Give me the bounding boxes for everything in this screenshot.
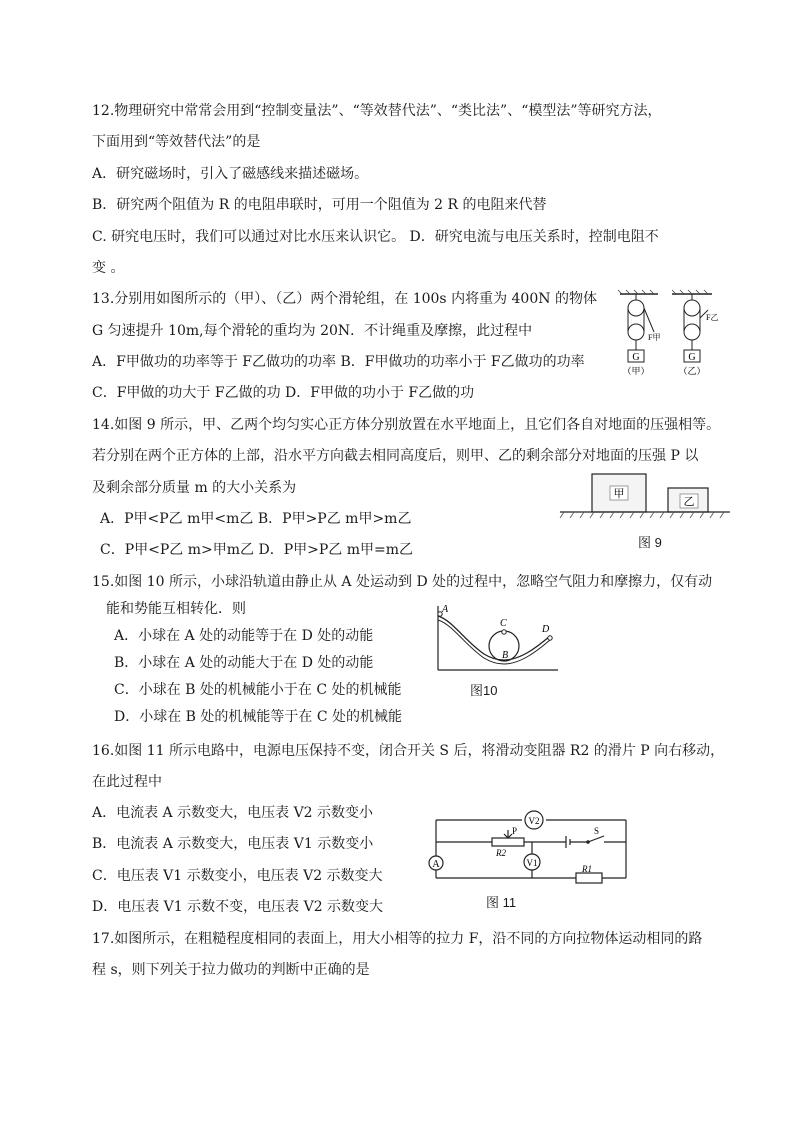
ammeter-label: A [432, 859, 440, 870]
voltmeter-v1-label: V1 [526, 858, 538, 868]
figure-11-circuit [420, 810, 632, 888]
resistor-label: R1 [582, 864, 592, 874]
track-point-a: A [442, 604, 449, 615]
q12-stem-line-2: 下面用到“等效替代法”的是 [92, 134, 261, 150]
pulley-figure [614, 288, 718, 380]
q15-stem-line-1: 15.如图 10 所示，小球沿轨道由静止从 A 处运动到 D 处的过程中，忽略空气阻力和摩擦力，仅有动 [92, 574, 713, 590]
q16-option-b: B．电流表 A 示数变大，电压表 V1 示数变小 [92, 836, 374, 852]
q13-option-c-d: C．F甲做的功大于 F乙做的功 D．F甲做的功小于 F乙做的功 [92, 385, 475, 401]
track-point-c: C [500, 618, 507, 629]
cube-a-label: 甲 [613, 488, 625, 500]
q17-stem-line-2: 程 s，则下列关于拉力做功的判断中正确的是 [92, 962, 370, 978]
pulley-right-caption: （乙） [678, 366, 706, 376]
figure-10-track [432, 602, 562, 674]
q15-option-a: A．小球在 A 处的动能等于在 D 处的动能 [114, 628, 374, 644]
q16-stem-line-1: 16.如图 11 所示电路中，电源电压保持不变，闭合开关 S 后，将滑动变阻器 R2 的滑片 P 向右移动， [92, 743, 725, 759]
q13-stem-line-1: 13.分别用如图所示的（甲）、（乙）两个滑轮组，在 100s 内将重为 400N 的物体 [92, 291, 597, 307]
q14-stem-line-1: 14.如图 9 所示，甲、乙两个均匀实心正方体分别放置在水平地面上，且它们各自对地面的压强相等。 [92, 417, 721, 433]
q12-option-b: B．研究两个阻值为 R 的电阻串联时，可用一个阻值为 2 R 的电阻来代替 [92, 197, 547, 213]
q15-option-c: C．小球在 B 处的机械能小于在 C 处的机械能 [114, 682, 402, 698]
q14-stem-line-2: 若分别在两个正方体的上部，沿水平方向截去相同高度后，则甲、乙的剩余部分对地面的压强 P 以 [92, 448, 699, 464]
q15-option-b: B．小球在 A 处的动能大于在 D 处的动能 [114, 655, 374, 671]
q16-option-c: C．电压表 V1 示数变小，电压表 V2 示数变大 [92, 868, 383, 884]
pulley-right-force-label: F乙 [706, 313, 718, 322]
q17-stem-line-1: 17.如图所示，在粗糙程度相同的表面上，用大小相等的拉力 F，沿不同的方向拉物体运动相同的路 [92, 931, 703, 947]
q14-option-a-b: A．P甲<P乙 m甲<m乙 B．P甲>P乙 m甲>m乙 [100, 511, 412, 527]
q15-option-d: D．小球在 B 处的机械能等于在 C 处的机械能 [114, 709, 403, 725]
voltmeter-v2-label: V2 [528, 816, 540, 826]
q12-option-c-d: C. 研究电压时，我们可以通过对比水压来认识它。 D．研究电流与电压关系时，控制电阻不 [92, 229, 659, 245]
pulley-left-weight-label: G [632, 352, 640, 363]
pulley-right-weight-label: G [688, 352, 696, 363]
figure-9-caption: 图 9 [638, 535, 662, 550]
q12-stem-line-1: 12.物理研究中常常会用到“控制变量法”、“等效替代法”、“类比法”、“模型法”等研究方法， [92, 103, 662, 119]
figure-10-caption: 图10 [470, 683, 498, 698]
q16-option-a: A．电流表 A 示数变大，电压表 V2 示数变小 [92, 805, 374, 821]
slider-p-label: P [512, 826, 518, 836]
switch-label: S [594, 826, 600, 836]
q14-option-c-d: C．P甲<P乙 m>甲m乙 D．P甲>P乙 m甲=m乙 [100, 542, 413, 558]
pulley-left-force-label: F甲 [648, 333, 661, 342]
q14-stem-line-3: 及剩余部分质量 m 的大小关系为 [92, 480, 297, 496]
rheostat-label: R2 [496, 848, 506, 858]
q15-stem-line-2: 能和势能互相转化．则 [106, 601, 246, 617]
figure-9-cubes [558, 470, 732, 520]
track-point-b: B [502, 650, 509, 661]
q13-option-a-b: A．F甲做功的功率等于 F乙做功的功率 B．F甲做功的功率小于 F乙做功的功率 [92, 354, 585, 370]
figure-11-caption: 图 11 [486, 895, 517, 910]
q16-stem-line-2: 在此过程中 [92, 774, 162, 790]
q16-option-d: D．电压表 V1 示数不变，电压表 V2 示数变大 [92, 899, 384, 915]
pulley-left-caption: （甲） [622, 366, 650, 376]
q13-stem-line-2: G 匀速提升 10m,每个滑轮的重均为 20N．不计绳重及摩擦，此过程中 [92, 323, 533, 339]
track-point-d: D [542, 624, 550, 635]
q12-option-a: A．研究磁场时，引入了磁感线来描述磁场。 [92, 166, 369, 182]
q12-option-d-cont: 变 。 [92, 260, 125, 276]
cube-b-label: 乙 [683, 496, 695, 508]
